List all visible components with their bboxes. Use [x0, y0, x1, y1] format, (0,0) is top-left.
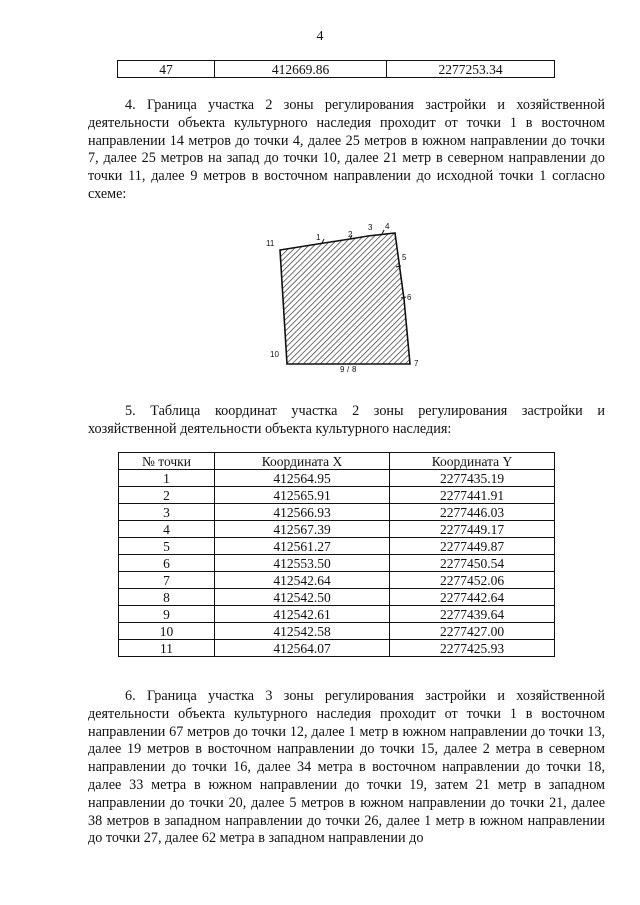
table-cell: 3: [119, 504, 215, 521]
table-cell: 47: [118, 61, 215, 78]
table-cell: 2277449.17: [390, 521, 555, 538]
paragraph-5-text: 5. Таблица координат участка 2 зоны регулирования застройки и хозяйственной деятельности объекта культурного наследия:: [88, 403, 605, 437]
coordinates-table: [118, 452, 555, 657]
paragraph-4-text: 4. Граница участка 2 зоны регулирования застройки и хозяйственной деятельности объекта культурного наследия проходит от точки 1 в восточном направлении 14 метров до точки 4, далее 25 метров в южном направлении до точки 7, далее 25 метров на запад до точки 10, далее 21 метр в северном направлении до точки 11, далее 9 метров в восточном направлении до исходной точки 1 согласно схеме:: [88, 97, 605, 202]
point-label-10: 10: [270, 350, 279, 359]
column-header: № точки: [119, 453, 215, 470]
table-cell: 412567.39: [215, 521, 390, 538]
table-cell: 6: [119, 555, 215, 572]
table-row: [119, 504, 555, 521]
table-row: [119, 538, 555, 555]
table-cell: 8: [119, 589, 215, 606]
label-separator: /: [347, 365, 350, 374]
table-cell: 2277450.54: [390, 555, 555, 572]
table-row: [119, 487, 555, 504]
table-cell: 2277253.34: [387, 61, 555, 78]
boundary-scheme: [260, 220, 430, 380]
column-header: Координата Y: [390, 453, 555, 470]
table-cell: 412564.95: [215, 470, 390, 487]
page-number: 4: [316, 29, 324, 44]
table-cell: 7: [119, 572, 215, 589]
table-row: [119, 555, 555, 572]
table-cell: 2277439.64: [390, 606, 555, 623]
table-row: [119, 623, 555, 640]
point-label-5: 5: [402, 253, 407, 262]
point-tick: [382, 230, 384, 234]
table-cell: 412564.07: [215, 640, 390, 657]
table-cell: 1: [119, 470, 215, 487]
paragraph-4: [88, 97, 605, 204]
zone-area: [280, 233, 410, 364]
table-cell: 5: [119, 538, 215, 555]
table-cell: 4: [119, 521, 215, 538]
table-cell: 412542.61: [215, 606, 390, 623]
point-label-1: 1: [316, 233, 321, 242]
table-cell: 412542.64: [215, 572, 390, 589]
continued-coordinates-table: [117, 60, 555, 78]
table-row: [119, 640, 555, 657]
table-cell: 2277442.64: [390, 589, 555, 606]
table-cell: 412566.93: [215, 504, 390, 521]
paragraph-6: [88, 688, 605, 848]
table-row: [119, 589, 555, 606]
table-cell: 412553.50: [215, 555, 390, 572]
paragraph-6-text: 6. Граница участка 3 зоны регулирования застройки и хозяйственной деятельности объекта культурного наследия проходит от точки 1 в восточном направлении 67 метров до точки 12, далее 1 метр в южном направлении до точки 13, далее 19 метров в восточном направлении до точки 15, далее 2 метра в северном направлении до точки 16, далее 34 метра в восточном направлении до точки 18, далее 33 метра в южном направлении до точки 19, затем 21 метр в западном направлении до точки 20, далее 5 метров в южном направлении до точки 21, далее 38 метров в западном направлении до точки 26, далее 1 метр в южном направлении до точки 27, далее 62 метра в западном направлении до: [88, 688, 605, 847]
table-cell: 2277425.93: [390, 640, 555, 657]
point-label-11: 11: [266, 239, 275, 248]
table-cell: 412561.27: [215, 538, 390, 555]
table-cell: 2277441.91: [390, 487, 555, 504]
table-cell: 9: [119, 606, 215, 623]
table-cell: 11: [119, 640, 215, 657]
table-cell: 412542.58: [215, 623, 390, 640]
table-row: [119, 521, 555, 538]
table-row: [119, 572, 555, 589]
point-label-6: 6: [407, 293, 412, 302]
table-header-row: [119, 453, 555, 470]
column-header: Координата X: [215, 453, 390, 470]
paragraph-5: [88, 403, 605, 439]
table-cell: 2277435.19: [390, 470, 555, 487]
point-label-9: 9: [340, 365, 345, 374]
table-cell: 2277452.06: [390, 572, 555, 589]
table-cell: 10: [119, 623, 215, 640]
point-label-4: 4: [385, 222, 390, 231]
table-cell: 2: [119, 487, 215, 504]
table-cell: 2277446.03: [390, 504, 555, 521]
table-row: [118, 61, 555, 78]
point-label-7: 7: [414, 359, 419, 368]
table-cell: 412669.86: [215, 61, 387, 78]
point-label-2: 2: [348, 230, 353, 239]
table-cell: 2277427.00: [390, 623, 555, 640]
table-cell: 412542.50: [215, 589, 390, 606]
table-row: [119, 606, 555, 623]
point-label-8: 8: [352, 365, 357, 374]
table-row: [119, 470, 555, 487]
point-label-3: 3: [368, 223, 373, 232]
table-cell: 412565.91: [215, 487, 390, 504]
table-cell: 2277449.87: [390, 538, 555, 555]
